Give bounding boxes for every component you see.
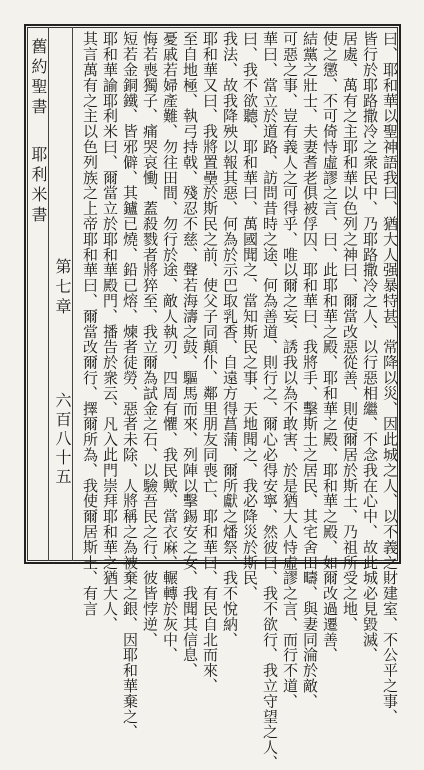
text-column: 耶和華又曰、我將置壘於斯民之前、使父子同顛仆、鄰里朋友同喪亡、耶和華曰、有民自北而來、: [201, 31, 219, 694]
text-column: 耶和華諭耶利米曰、爾當立於耶和華殿門、播告於衆云、凡入此門崇拜耶和華之猶大人、: [101, 31, 119, 632]
text-column: 曰、耶和華以聖神語我曰、猶大人强暴特甚、常降以災、因此城之人、以不義之財建室、不公平之事、: [381, 31, 399, 724]
body-text: [74, 31, 399, 770]
text-column: 憂戚若婦產難、勿往田間、勿行於途、敵人執刃、四周有懼、我民歟、當衣麻、輾轉於灰中、: [161, 31, 179, 663]
header-divider-right: [72, 27, 73, 561]
book-title: 舊約聖書: [29, 38, 48, 118]
page-number: 六百八十五: [53, 392, 72, 487]
text-column: 我法、故我降殃以報其惡、何為於示巴取乳香、自遠方得菖蒲、爾所獻之燔祭、我不悅納、: [221, 31, 239, 647]
text-column: 皆行於耶路撒冷之衆民中、乃耶路撒冷之人、以行惡相繼、不念我在心中、故此城必見毀滅、: [361, 31, 379, 663]
text-column: 曰、我不欲聽、耶和華曰、萬國聞之、當知斯民之事、天地聞之、我必降災於斯民、: [241, 31, 259, 601]
text-column: 居處、萬有之主耶和華以色列之神曰、爾當改惡從善、則使爾居於斯土、乃祖所受之地、: [341, 31, 359, 632]
text-column: 短若金銅鐵、皆邪僻、其鑪已燒、鉛已熔、煉者徒勞、惡者未除、人將稱之為被棄之銀、因耶和華棄之、: [121, 31, 139, 740]
text-column: 華曰、當立於道路、訪問昔時之途、何為善道、則行之、爾心必得安寧、然彼曰、我不欲行、我立守望之人、: [261, 31, 279, 770]
text-column: 可惡之事、豈有義人之可得乎、唯以爾之妄、誘我以為不敢害、於是猶大人恃虛謬之言、而行不道、: [281, 31, 299, 709]
text-column: 結黨之壯士、夫妻耆老俱被俘囚、耶和華曰、我將手、擊斯土之居民、其宅舍田疇、與妻同淪於敵、: [301, 31, 319, 709]
text-column: 使之懲、不可倚恃虛謬之言、曰、此耶和華之殿、耶和華之殿、耶和華之殿、如爾改過遷善、: [321, 31, 339, 663]
text-column: 至自地極、執弓持戟、殘忍不慈、聲若海濤之鼓、驅馬而來、列陣以擊錫安之女、我聞其信息、: [181, 31, 199, 678]
book-title-column: [30, 38, 46, 226]
book-name: 耶利米書: [29, 146, 48, 226]
header-divider-left: [48, 27, 49, 561]
text-column: 悔若喪獨子、痛哭哀慟、蓋殺戮者將猝至、我立爾為試金之石、以驗吾民之行、彼皆悖逆、: [141, 31, 159, 647]
chapter-heading: 第七章: [53, 258, 72, 318]
text-column: 其言萬有之主以色列族之上帝耶和華曰、爾當改爾行、擇爾所為、我使爾居斯土、有言: [81, 31, 99, 617]
